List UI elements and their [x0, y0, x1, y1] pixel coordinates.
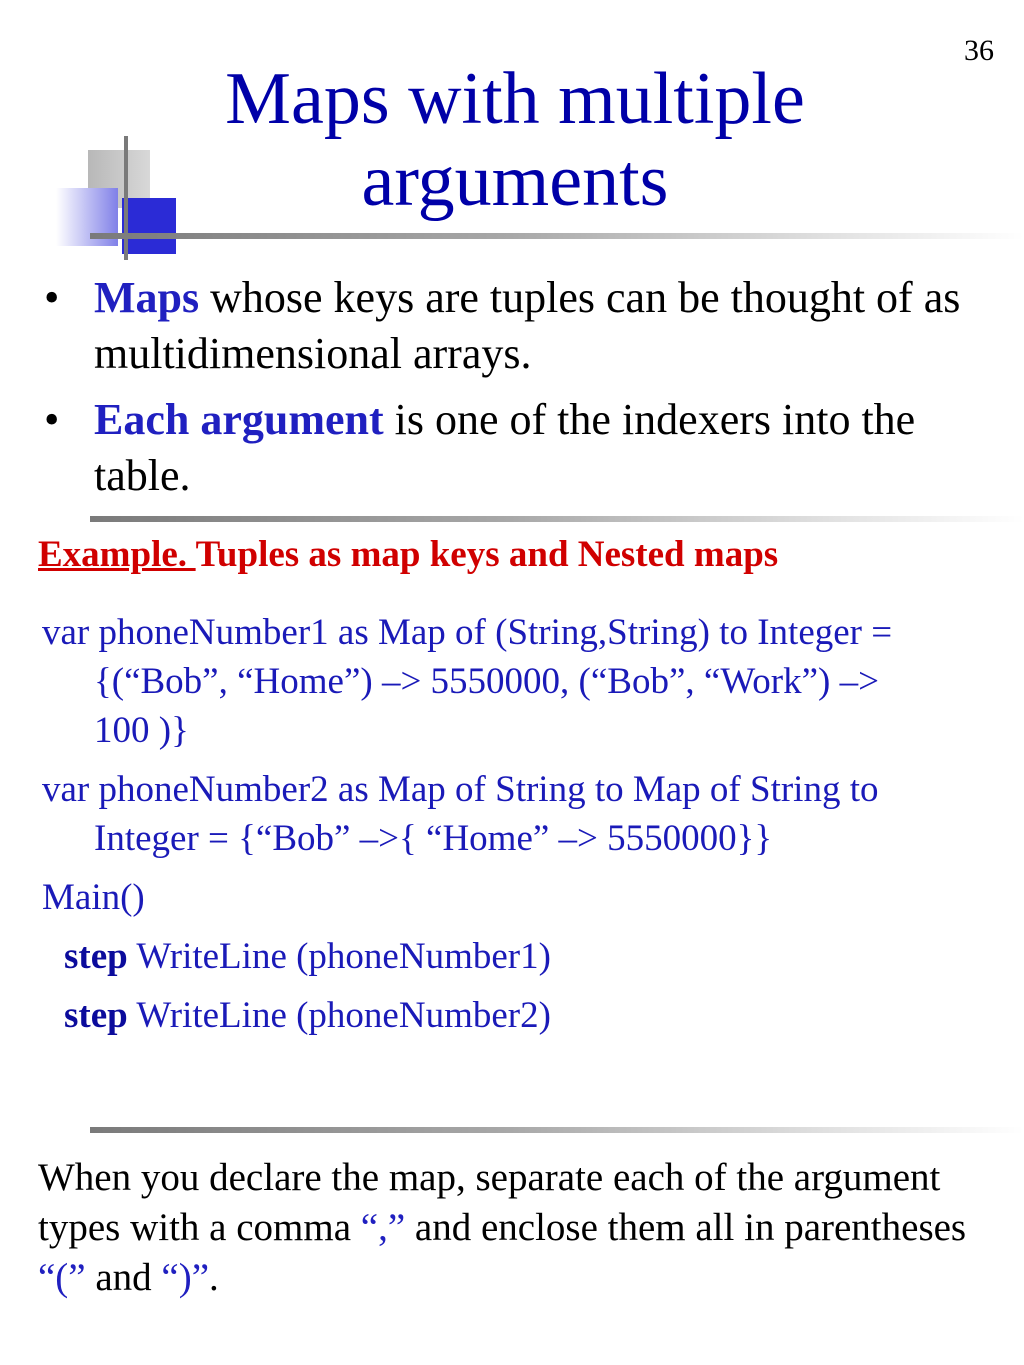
- example-title: Tuples as map keys and Nested maps: [195, 534, 779, 575]
- step-keyword: step: [64, 936, 128, 977]
- code-example: [42, 608, 942, 1050]
- code-divider: [90, 1127, 1024, 1133]
- footnote-text-2: and enclose them all in parentheses: [405, 1206, 967, 1249]
- step-text: WriteLine (phoneNumber2): [127, 995, 551, 1036]
- footnote-text-1: When you declare the map, separate each of the argument types with a comma: [38, 1156, 941, 1249]
- step-text: WriteLine (phoneNumber1): [127, 936, 551, 977]
- footnote: [38, 1153, 998, 1303]
- code-statement-2: var phoneNumber2 as Map of String to Map of String to Integer = {“Bob” –>{ “Home” –> 5550000}}: [42, 769, 879, 859]
- title-divider: [90, 233, 1024, 239]
- example-label: Example.: [38, 534, 196, 575]
- bullet-text: whose keys are tuples can be thought of as multidimensional arrays.: [94, 273, 961, 378]
- bullet-item: [44, 270, 974, 382]
- bullet-marker: •: [44, 273, 60, 322]
- bullet-text: is one of the indexers into the table.: [94, 395, 916, 500]
- example-heading: [38, 533, 778, 576]
- code-statement-1: var phoneNumber1 as Map of (String,String) to Integer = {(“Bob”, “Home”) –> 5550000, (“Bob”, “Work”) –> 100 )}: [42, 612, 893, 751]
- close-paren-symbol: “)”: [161, 1256, 210, 1299]
- footnote-text-4: .: [209, 1256, 219, 1299]
- bullet-highlight: Each argument: [94, 395, 384, 444]
- slide-title: Maps with multiple arguments: [225, 58, 805, 222]
- footnote-text-3: and: [85, 1256, 162, 1299]
- step-keyword: step: [64, 995, 128, 1036]
- bullet-marker: •: [44, 395, 60, 444]
- code-step-2: [42, 991, 942, 1040]
- open-paren-symbol: “(”: [38, 1256, 86, 1299]
- bullet-list: [44, 270, 974, 514]
- page-number: 36: [964, 34, 994, 67]
- code-main: Main(): [42, 877, 145, 918]
- bullet-item: [44, 392, 974, 504]
- bullet-highlight: Maps: [94, 273, 200, 322]
- code-step-1: [42, 932, 942, 981]
- bullets-divider: [90, 516, 1024, 522]
- comma-symbol: “,”: [360, 1206, 406, 1249]
